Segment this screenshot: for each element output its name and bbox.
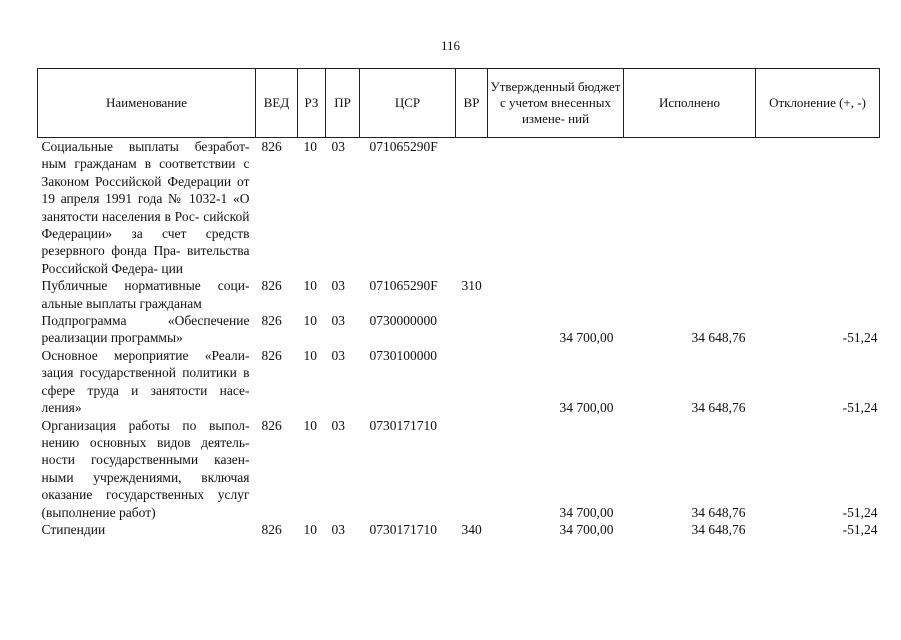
row-budget: 34 700,00 <box>559 521 614 537</box>
row-vr: 340 <box>461 521 482 537</box>
row-name: Организация работы по выпол- нению основных видов деятель- ности государственными казен- ными учреждениями, включая оказание государственных услуг (выполнение работ) <box>41 417 250 520</box>
row-deviation: -51,24 <box>842 521 878 537</box>
row-vr <box>456 138 488 278</box>
row-deviation: -51,24 <box>842 400 878 416</box>
row-budget: 34 700,00 <box>559 504 614 520</box>
row-rz: 10 <box>303 417 317 433</box>
row-rz: 10 <box>303 521 317 537</box>
row-csr: 0730171710 <box>369 521 437 537</box>
row-ved: 826 <box>261 417 282 433</box>
row-executed: 34 648,76 <box>691 330 746 346</box>
row-vr <box>456 347 488 417</box>
header-rz: РЗ <box>298 69 326 138</box>
table-row <box>38 347 880 417</box>
row-executed: 34 648,76 <box>691 521 746 537</box>
row-executed: 34 648,76 <box>691 400 746 416</box>
header-vr: ВР <box>456 69 488 138</box>
row-deviation <box>756 138 880 278</box>
row-executed <box>624 277 756 312</box>
row-deviation: -51,24 <box>842 330 878 346</box>
row-csr: 0730171710 <box>369 417 437 433</box>
header-budget: Утвержденный бюджет с учетом внесенных измене- ний <box>488 69 624 138</box>
row-rz: 10 <box>303 139 317 154</box>
row-rz: 10 <box>303 313 317 329</box>
row-name: Стипендии <box>41 521 106 537</box>
row-rz: 10 <box>303 347 317 363</box>
row-csr: 0730100000 <box>369 347 437 363</box>
row-vr <box>456 417 488 521</box>
row-budget <box>488 138 624 278</box>
budget-execution-table <box>37 68 880 538</box>
row-ved: 826 <box>261 278 282 294</box>
table-row <box>38 138 880 278</box>
row-csr: 071065290F <box>369 139 438 154</box>
row-vr: 310 <box>461 278 482 294</box>
row-name: Публичные нормативные соци- альные выплаты гражданам <box>41 278 250 311</box>
row-ved: 826 <box>261 521 282 537</box>
row-rz: 10 <box>303 278 317 294</box>
row-pr: 03 <box>331 521 345 537</box>
row-budget: 34 700,00 <box>559 330 614 346</box>
row-ved: 826 <box>261 313 282 329</box>
row-budget: 34 700,00 <box>559 400 614 416</box>
row-pr: 03 <box>331 417 345 433</box>
row-pr: 03 <box>331 347 345 363</box>
header-deviation: Отклонение (+, -) <box>756 69 880 138</box>
row-name: Основное мероприятие «Реали- зация государственной политики в сфере труда и занятости насе- ления» <box>41 347 250 416</box>
page-number: 116 <box>440 38 461 53</box>
row-ved: 826 <box>261 139 282 154</box>
row-vr <box>456 312 488 347</box>
header-executed: Исполнено <box>624 69 756 138</box>
header-ved: ВЕД <box>256 69 298 138</box>
row-deviation: -51,24 <box>842 504 878 520</box>
row-name: Социальные выплаты безработ- ным гражданам в соответствии с Законом Российской Федерации от 19 апреля 1991 года № 1032-1 «О занятости населения в Рос- сийской Федерации» за счет средств резервного фонда Пра- вительства Российской Федера- ции <box>41 139 250 276</box>
table-row <box>38 312 880 347</box>
table-header-row <box>38 69 880 138</box>
row-pr: 03 <box>331 139 345 154</box>
row-csr: 0730000000 <box>369 313 437 329</box>
table-row <box>38 277 880 312</box>
row-executed <box>624 138 756 278</box>
row-name: Подпрограмма «Обеспечение реализации программы» <box>41 313 250 346</box>
header-pr: ПР <box>326 69 360 138</box>
table-row <box>38 417 880 521</box>
header-name: Наименование <box>38 69 256 138</box>
row-deviation <box>756 277 880 312</box>
table-row <box>38 521 880 538</box>
row-pr: 03 <box>331 313 345 329</box>
row-csr: 071065290F <box>369 278 438 294</box>
row-executed: 34 648,76 <box>691 504 746 520</box>
row-pr: 03 <box>331 278 345 294</box>
header-csr: ЦСР <box>360 69 456 138</box>
row-ved: 826 <box>261 347 282 363</box>
row-budget <box>488 277 624 312</box>
